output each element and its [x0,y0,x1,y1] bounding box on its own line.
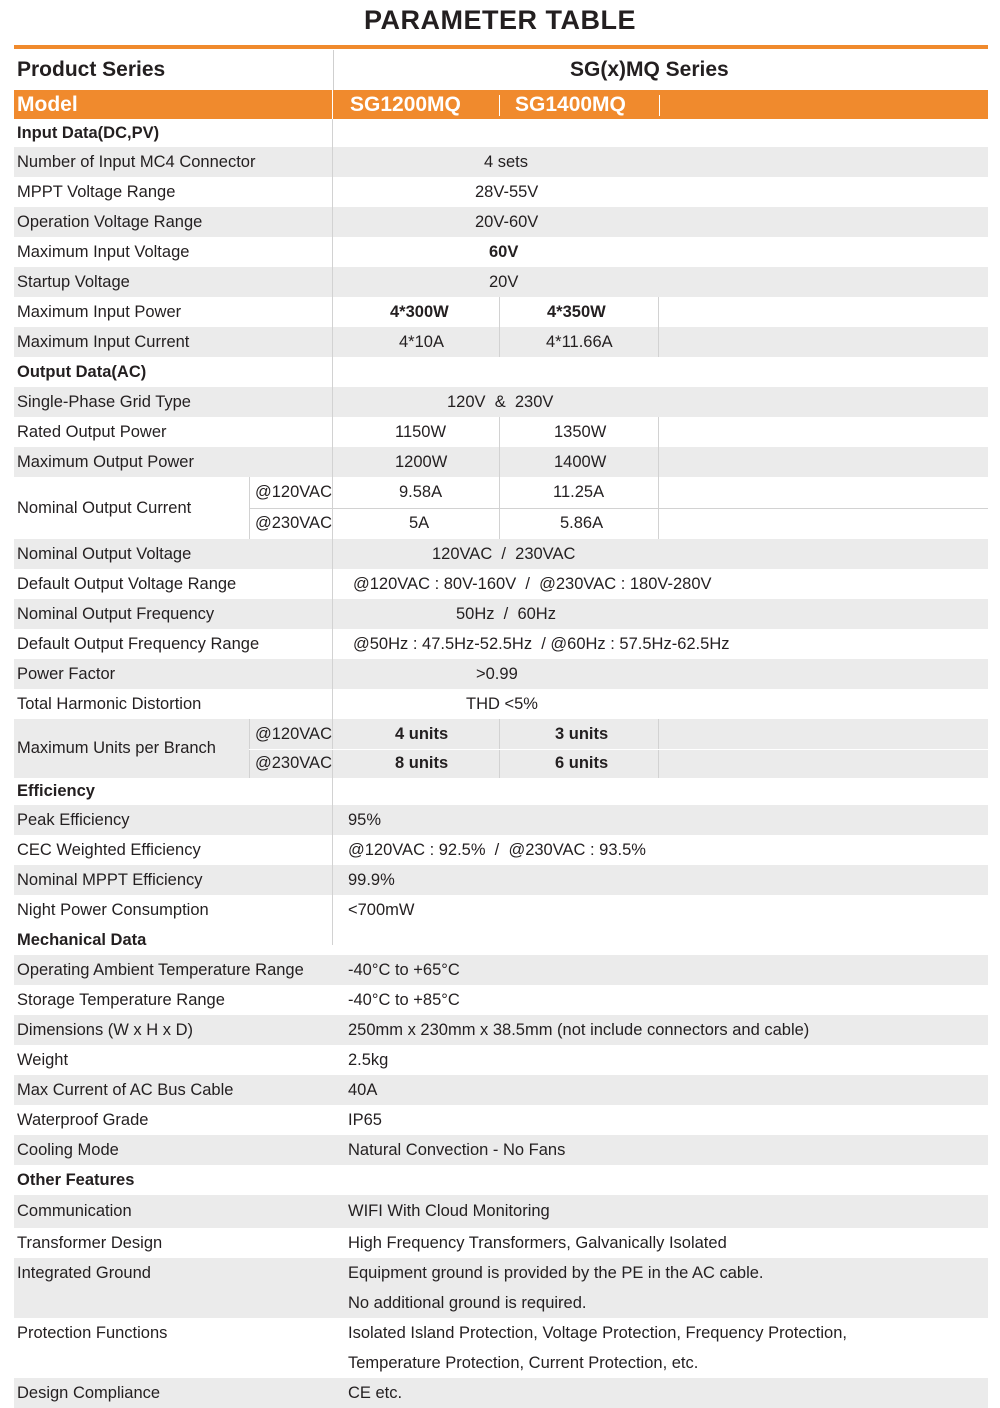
model-row [14,90,988,119]
spec-value: 40A [348,1080,378,1099]
spec-value-b: 4*11.66A [546,332,613,351]
spec-label: Operating Ambient Temperature Range [17,960,304,979]
label-column-divider [332,119,333,945]
spec-row [14,447,988,477]
spec-value-b: 3 units [555,724,609,743]
section-output [14,357,988,387]
spec-value: @50Hz : 47.5Hz-52.5Hz / @60Hz : 57.5Hz-62.5Hz [353,634,730,653]
spec-label: Transformer Design [17,1233,163,1252]
spec-label: Waterproof Grade [17,1110,149,1129]
spec-row [14,327,988,357]
spec-sub-label: @120VAC [255,724,332,743]
spec-label: Default Output Voltage Range [17,574,237,593]
model-column-divider [499,297,500,357]
spec-label: Peak Efficiency [17,810,130,829]
spec-row [14,417,988,447]
section-output-title: Output Data(AC) [17,362,147,381]
spec-label: Communication [17,1202,132,1220]
spec-row [14,1318,988,1378]
spec-row [14,629,988,659]
spec-value-b: 1400W [554,452,607,471]
section-efficiency-title: Efficiency [17,782,95,800]
spec-row [14,267,988,297]
spec-row [14,1378,988,1408]
spec-row [14,1135,988,1165]
spec-row [14,985,988,1015]
section-mechanical-title: Mechanical Data [17,930,147,949]
spec-value-a: 1150W [395,422,447,441]
spec-label: Nominal Output Voltage [17,544,192,563]
spec-row [14,895,988,925]
spec-value: 99.9% [348,870,395,889]
spec-value: 50Hz / 60Hz [456,604,556,623]
spec-label: Rated Output Power [17,422,167,441]
title-rule [14,45,988,49]
spec-row [14,1045,988,1075]
spec-value: <700mW [348,900,415,919]
spec-value-b: 11.25A [553,483,605,501]
spec-label: Storage Temperature Range [17,990,225,1009]
product-series-label: Product Series [17,58,166,81]
spec-sub-label: @230VAC [255,754,332,772]
product-series-row [14,50,988,90]
spec-label: CEC Weighted Efficiency [17,840,201,859]
spec-value: 60V [489,242,519,261]
spec-value: 120V & 230V [447,392,554,411]
section-other-title: Other Features [17,1170,135,1189]
spec-value-a: 1200W [395,452,448,471]
spec-row [14,387,988,417]
section-input [14,119,988,147]
spec-row [14,805,988,835]
spec-sub-label: @230VAC [255,514,332,532]
spec-value: -40°C to +85°C [348,990,460,1009]
spec-row [14,147,988,177]
spec-label: Maximum Input Power [17,302,182,321]
spec-value: 250mm x 230mm x 38.5mm (not include connectors and cable) [348,1020,810,1039]
spec-value: 20V [489,272,519,291]
spec-row [14,689,988,719]
spec-label: Night Power Consumption [17,900,209,919]
spec-label: Maximum Units per Branch [17,739,216,757]
spec-value-b: 1350W [554,422,607,441]
spec-value-a: 9.58A [399,483,443,501]
spec-value: 28V-55V [475,182,539,201]
spec-row [14,1228,988,1258]
model-column-divider [499,417,500,539]
spec-label: Protection Functions [17,1323,168,1342]
spec-row [14,207,988,237]
spec-value: 4 sets [484,152,529,171]
spec-value-a: 5A [409,514,430,532]
spec-value-a: 4*10A [399,332,444,351]
spec-value-line: Temperature Protection, Current Protection, etc. [348,1353,699,1372]
spec-label: Weight [17,1050,69,1069]
spec-label: Maximum Input Current [17,332,190,351]
spec-row [14,539,988,569]
spec-value: High Frequency Transformers, Galvanically Isolated [348,1233,727,1252]
spec-label: Maximum Output Power [17,452,194,471]
spec-label: Dimensions (W x H x D) [17,1020,194,1039]
spec-value: 2.5kg [348,1050,389,1069]
spec-row [14,1015,988,1045]
spec-row [14,237,988,267]
spec-label: Design Compliance [17,1383,161,1402]
spec-row [14,659,988,689]
spec-row [14,835,988,865]
spec-row [14,297,988,327]
section-other [14,1165,988,1195]
spec-value-b: 6 units [555,754,609,772]
spec-value: -40°C to +65°C [348,960,460,979]
spec-label: Maximum Input Voltage [17,242,190,261]
spec-label: Number of Input MC4 Connector [17,152,256,171]
spec-value: @120VAC : 80V-160V / @230VAC : 180V-280V [353,574,712,593]
spec-value: 20V-60V [475,212,539,231]
spec-value: Natural Convection - No Fans [348,1140,566,1159]
spec-label: Default Output Frequency Range [17,634,260,653]
section-input-title: Input Data(DC,PV) [17,123,160,142]
model-label: Model [17,92,78,116]
spec-value: WIFI With Cloud Monitoring [348,1202,550,1220]
spec-row [14,1195,988,1228]
model-column-divider [658,417,659,539]
spec-row [14,177,988,207]
spec-value-b: 4*350W [547,302,606,321]
spec-label: Nominal MPPT Efficiency [17,870,203,889]
spec-row [14,1105,988,1135]
spec-label: Nominal Output Current [17,498,192,517]
model-a: SG1200MQ [350,92,461,116]
spec-row [14,865,988,895]
spec-value-a: 8 units [395,754,449,772]
spec-row [14,1075,988,1105]
spec-value-a: 4*300W [390,302,449,321]
spec-sub-label: @120VAC [255,483,332,501]
spec-value-line: Equipment ground is provided by the PE in the AC cable. [348,1263,764,1282]
spec-value: 120VAC / 230VAC [432,544,576,563]
model-b: SG1400MQ [515,92,626,116]
series-name: SG(x)MQ Series [570,58,729,81]
spec-value: THD <5% [466,694,538,713]
spec-label: Power Factor [17,664,116,683]
section-efficiency [14,778,988,805]
spec-label: Startup Voltage [17,272,130,291]
spec-label: Operation Voltage Range [17,212,203,231]
spec-value: IP65 [348,1110,382,1129]
spec-value-b: 5.86A [560,514,604,532]
model-column-divider [658,297,659,357]
spec-label: Single-Phase Grid Type [17,392,191,411]
spec-value: >0.99 [476,664,518,683]
spec-label: Integrated Ground [17,1263,151,1282]
sub-row-divider [249,508,988,509]
spec-value-line: No additional ground is required. [348,1293,587,1312]
spec-value-line: Isolated Island Protection, Voltage Protection, Frequency Protection, [348,1323,847,1342]
spec-label: Nominal Output Frequency [17,604,215,623]
spec-row [14,955,988,985]
page-title: PARAMETER TABLE [364,5,636,35]
spec-value: CE etc. [348,1383,403,1402]
spec-value-a: 4 units [395,724,449,743]
spec-label: Max Current of AC Bus Cable [17,1080,234,1099]
spec-row [14,1258,988,1318]
spec-label: MPPT Voltage Range [17,182,176,201]
spec-label: Cooling Mode [17,1140,119,1159]
section-mechanical [14,925,988,955]
spec-row [14,599,988,629]
spec-value: 95% [348,810,382,829]
spec-label: Total Harmonic Distortion [17,694,202,713]
spec-value: @120VAC : 92.5% / @230VAC : 93.5% [348,840,646,859]
spec-row [14,569,988,599]
sub-row-divider [249,749,988,750]
